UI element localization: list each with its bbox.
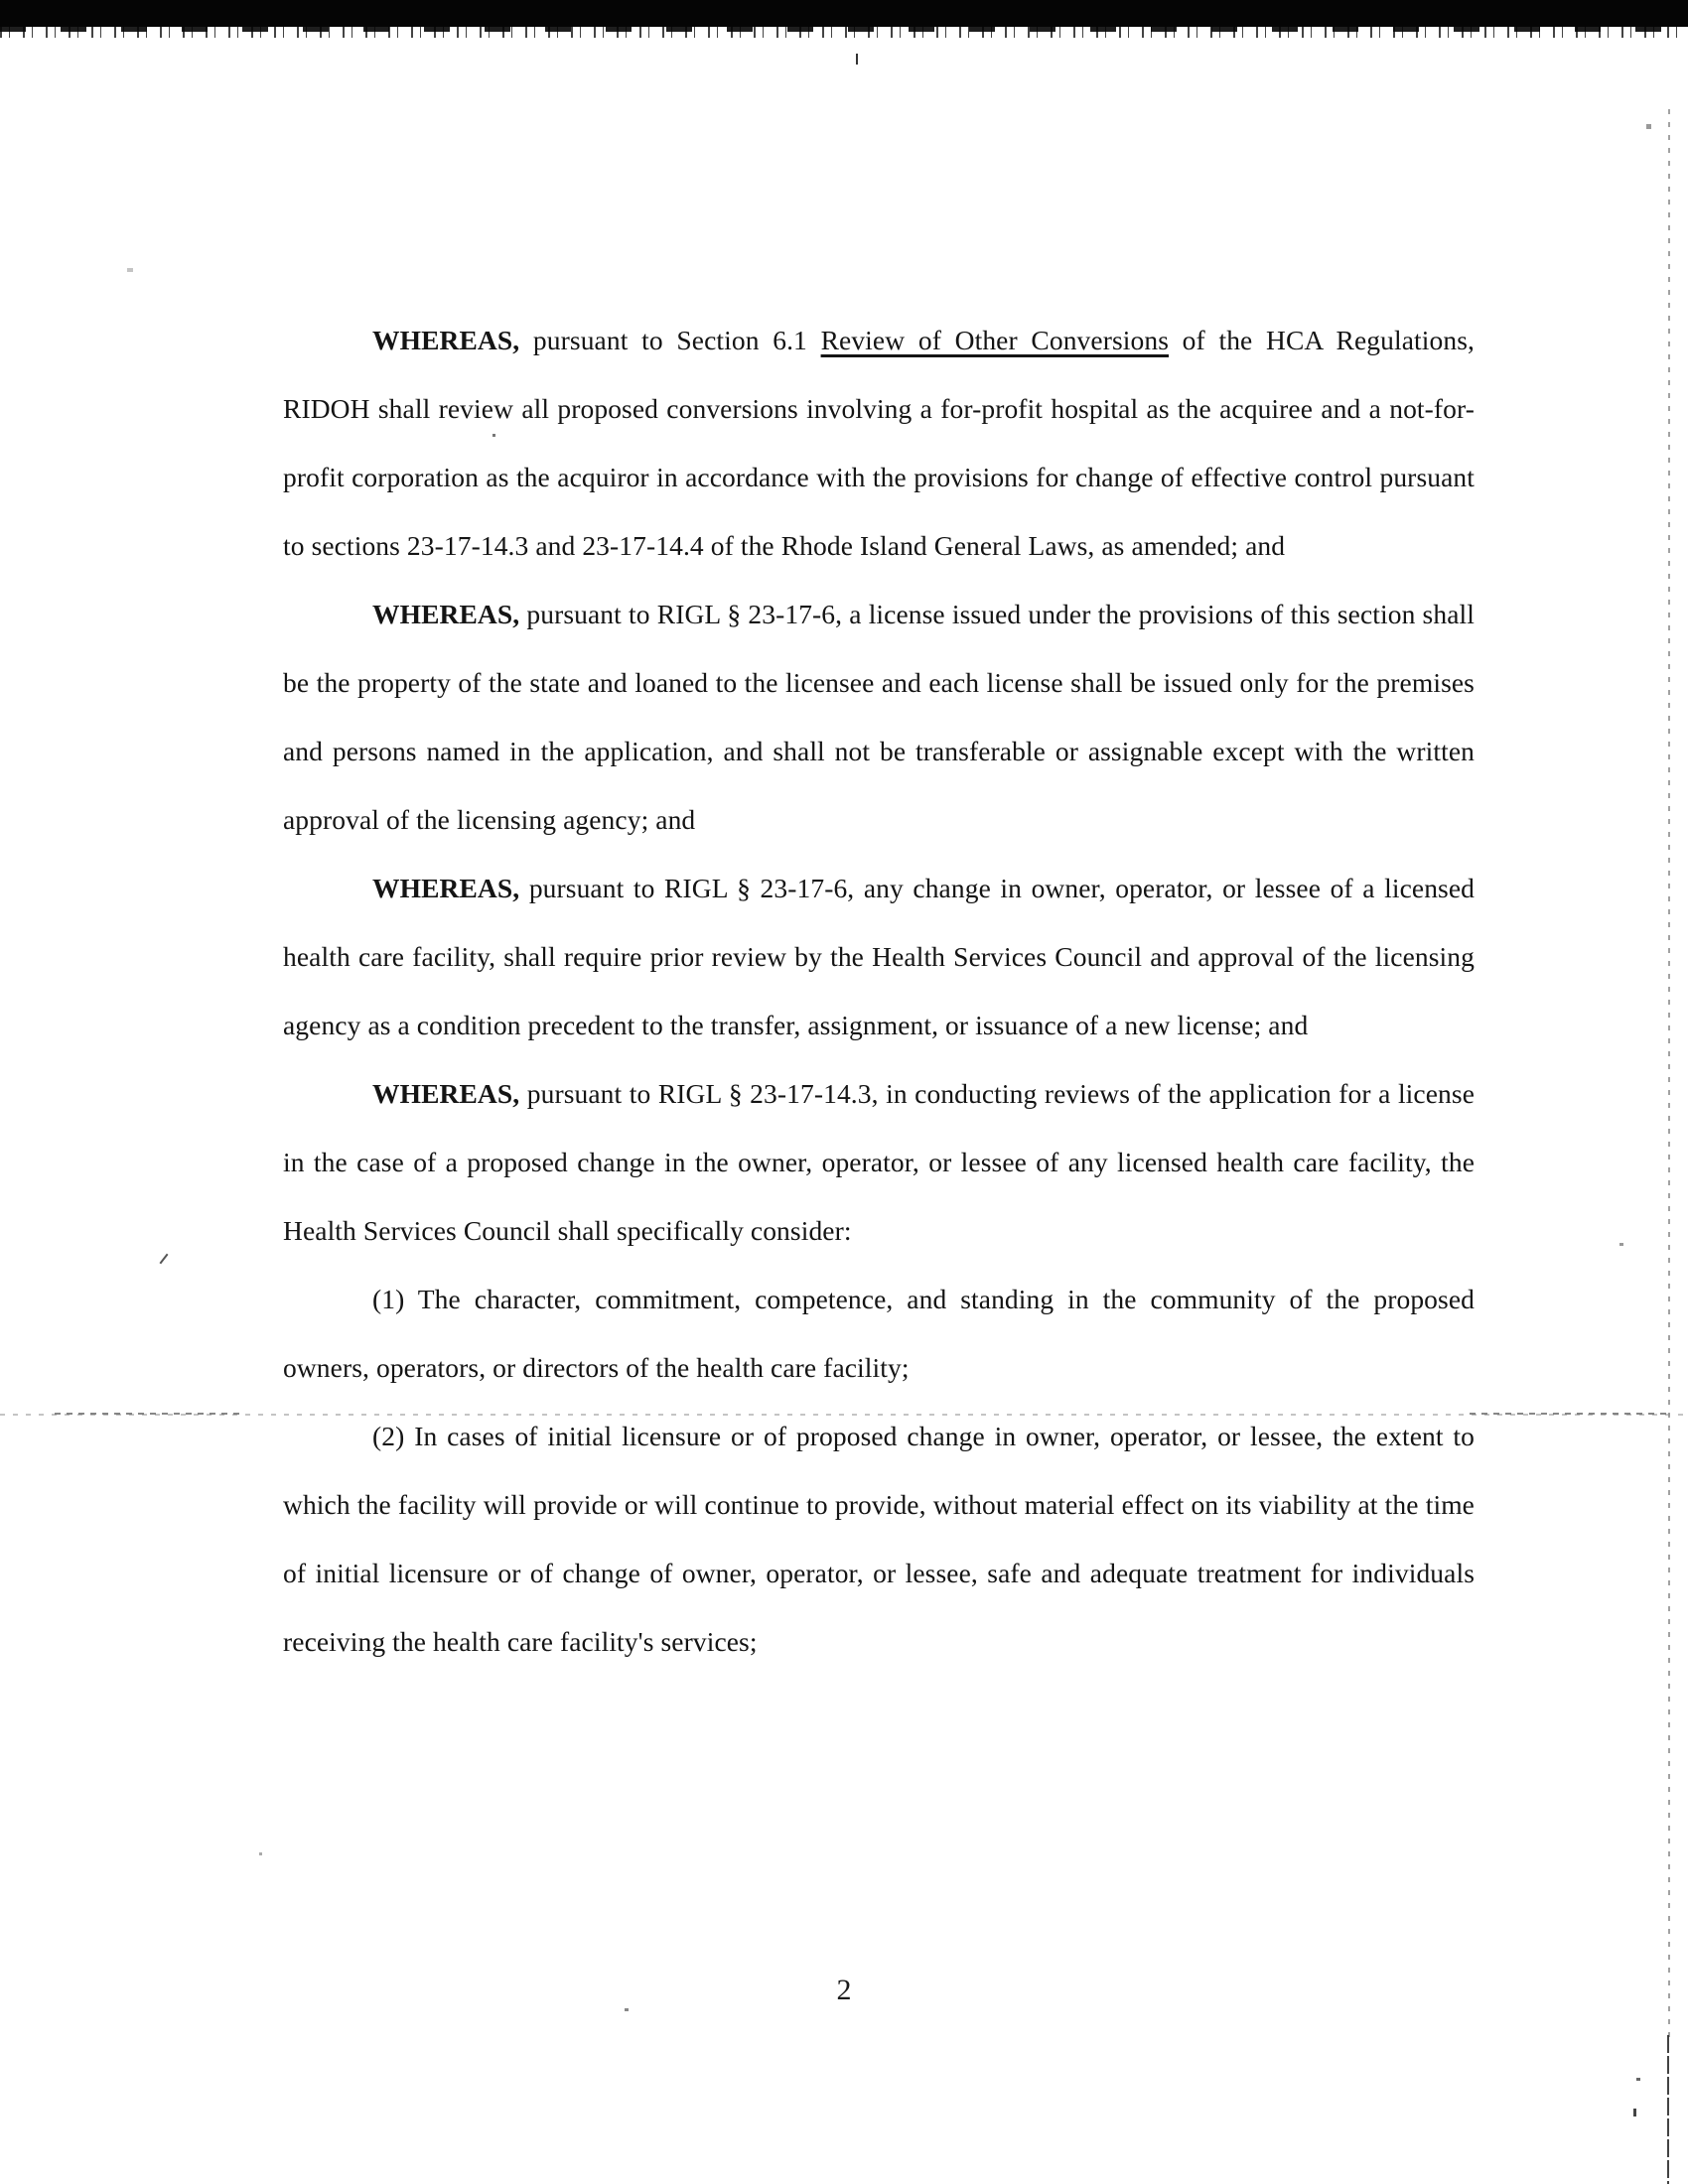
paragraph [283,854,1475,1059]
paragraph-text: pursuant to RIGL § 23-17-14.3, in conducting reviews of the application for a license in the case of a proposed change in the owner, operator, or lessee of any licensed health care facility, the Health Services Council shall specifically consider: [283,1078,1475,1246]
scan-speck [259,1852,262,1855]
paragraph-lead-word: WHEREAS, [372,325,520,355]
paragraph [283,306,1475,580]
scan-artifact-right-dotted-line [1668,109,1670,2045]
scan-artifact-horizontal-dotted-right [1470,1413,1668,1415]
scan-artifact-horizontal-dotted-left [55,1413,243,1415]
scan-artifact-top-bar-streaks-2 [0,27,1688,32]
scan-speck [1633,2109,1636,2116]
paragraph-text: pursuant to Section 6.1 [519,325,821,355]
paragraph [283,1265,1475,1402]
scan-artifact-right-solid-line [1667,2035,1669,2184]
paragraph-text: pursuant to RIGL § 23-17-6, a license issued under the provisions of this section shall be the property of the state and loaned to the licensee and each license shall be issued only for the premises and persons named in the application, and shall not be transferable or assignable except with the written approval of the licensing agency; and [283,599,1475,835]
underlined-citation: Review of Other Conversions [820,325,1170,355]
paragraph [283,1402,1475,1676]
scan-speck [1619,1243,1623,1246]
page-number: 2 [836,1974,852,2006]
paragraph [283,1059,1475,1265]
scan-speck [856,54,858,65]
scan-artifact-top-bar [0,0,1688,27]
paragraph-text: of the HCA Regulations, RIDOH shall review all proposed conversions involving a for-profit hospital as the acquiree and a not-for-profit corporation as the acquiror in accordance with the provisions for change of effective control pursuant to sections 23-17-14.3 and 23-17-14.4 of the Rhode Island General Laws, as amended; and [283,325,1475,561]
scan-speck [160,1254,169,1265]
paragraph-text: pursuant to RIGL § 23-17-6, any change in owner, operator, or lessee of a licensed health care facility, shall require prior review by the Health Services Council and approval of the licensing agency as a condition precedent to the transfer, assignment, or issuance of a new license; and [283,873,1475,1040]
scan-speck [127,268,133,272]
paragraph-lead-word: WHEREAS, [372,873,520,903]
document-body [283,306,1475,1676]
paragraph-lead-word: WHEREAS, [372,599,520,629]
scan-speck [625,2008,629,2011]
scan-speck [1646,124,1651,129]
paragraph [283,580,1475,854]
paragraph-lead-word: WHEREAS, [372,1078,520,1109]
paragraph-text: (2) In cases of initial licensure or of proposed change in owner, operator, or lessee, the extent to which the facility will provide or will continue to provide, without material effect on its viability at the time of initial licensure or of change of owner, operator, or lessee, safe and adequate treatment for individuals receiving the health care facility's services; [283,1421,1475,1657]
scan-speck [1636,2078,1640,2081]
paragraph-text: (1) The character, commitment, competence, and standing in the community of the proposed owners, operators, or directors of the health care facility; [283,1284,1475,1383]
